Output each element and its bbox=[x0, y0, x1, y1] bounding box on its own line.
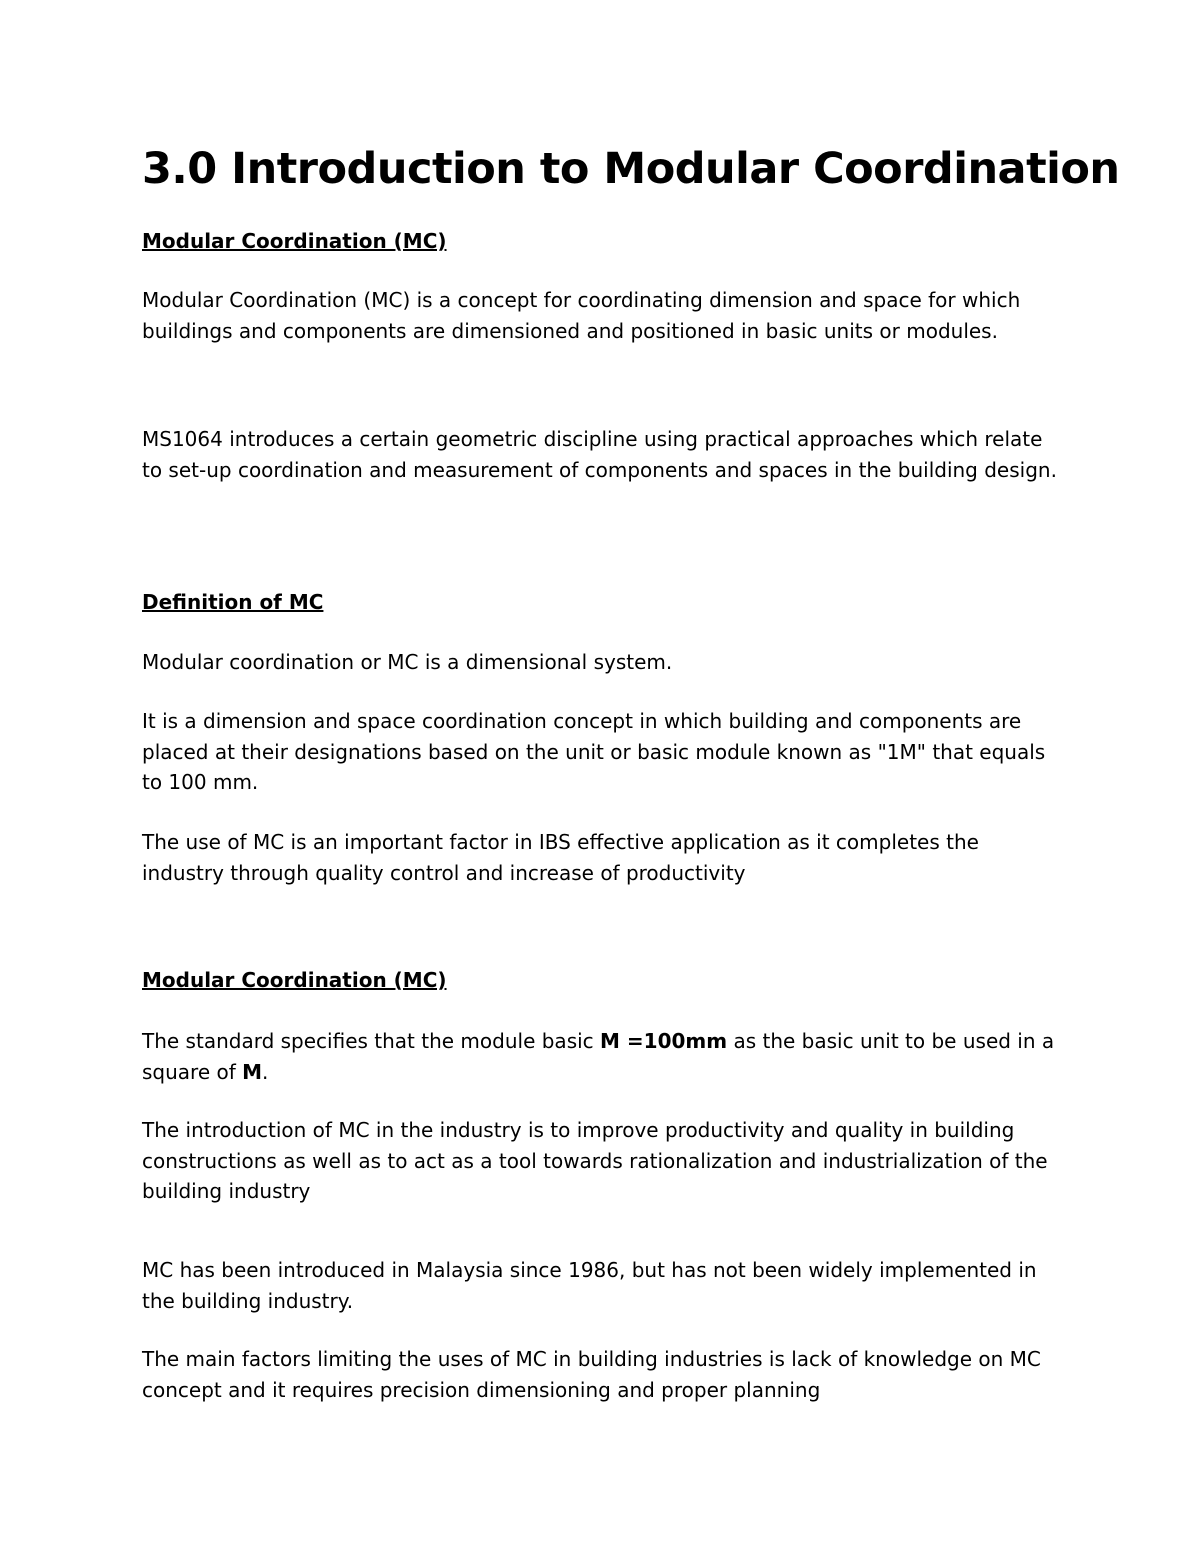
text-run: . bbox=[262, 1059, 269, 1084]
paragraph: Modular coordination or MC is a dimensional system. bbox=[142, 650, 673, 674]
bold-text: M =100mm bbox=[600, 1029, 728, 1053]
paragraph: The main factors limiting the uses of MC in building industries is lack of knowledge on MC concept and it requires precision dimensioning and proper planning bbox=[142, 1347, 1041, 1402]
paragraph: Modular Coordination (MC) is a concept for coordinating dimension and space for which buildings and components are dimensioned and positioned in basic units or modules. bbox=[142, 288, 1021, 343]
paragraph: MC has been introduced in Malaysia since 1986, but has not been widely implemented in the building industry. bbox=[142, 1258, 1037, 1313]
section-heading-modular-coordination-2: Modular Coordination (MC) bbox=[142, 968, 447, 992]
document-title: 3.0 Introduction to Modular Coordination bbox=[142, 144, 1120, 194]
paragraph: MS1064 introduces a certain geometric discipline using practical approaches which relate to set-up coordination and measurement of components and spaces in the building design. bbox=[142, 427, 1057, 482]
text-run: as the basic unit to be used in a square of bbox=[142, 1029, 1055, 1084]
paragraph: The use of MC is an important factor in IBS effective application as it completes the industry through quality control and increase of productivity bbox=[142, 830, 979, 885]
text-run: The standard specifies that the module basic bbox=[142, 1029, 601, 1053]
section-heading-definition: Definition of MC bbox=[142, 590, 324, 614]
section-heading-modular-coordination: Modular Coordination (MC) bbox=[142, 229, 447, 253]
paragraph: It is a dimension and space coordination concept in which building and components are placed at their designations based on the unit or basic module known as "1M" that equals to 100 mm. bbox=[142, 709, 1046, 794]
bold-text: M bbox=[242, 1059, 263, 1084]
paragraph-module-definition bbox=[142, 1026, 1057, 1087]
paragraph: The introduction of MC in the industry is to improve productivity and quality in building constructions as well as to act as a tool towards rationalization and industrialization of the building industry bbox=[142, 1118, 1048, 1203]
